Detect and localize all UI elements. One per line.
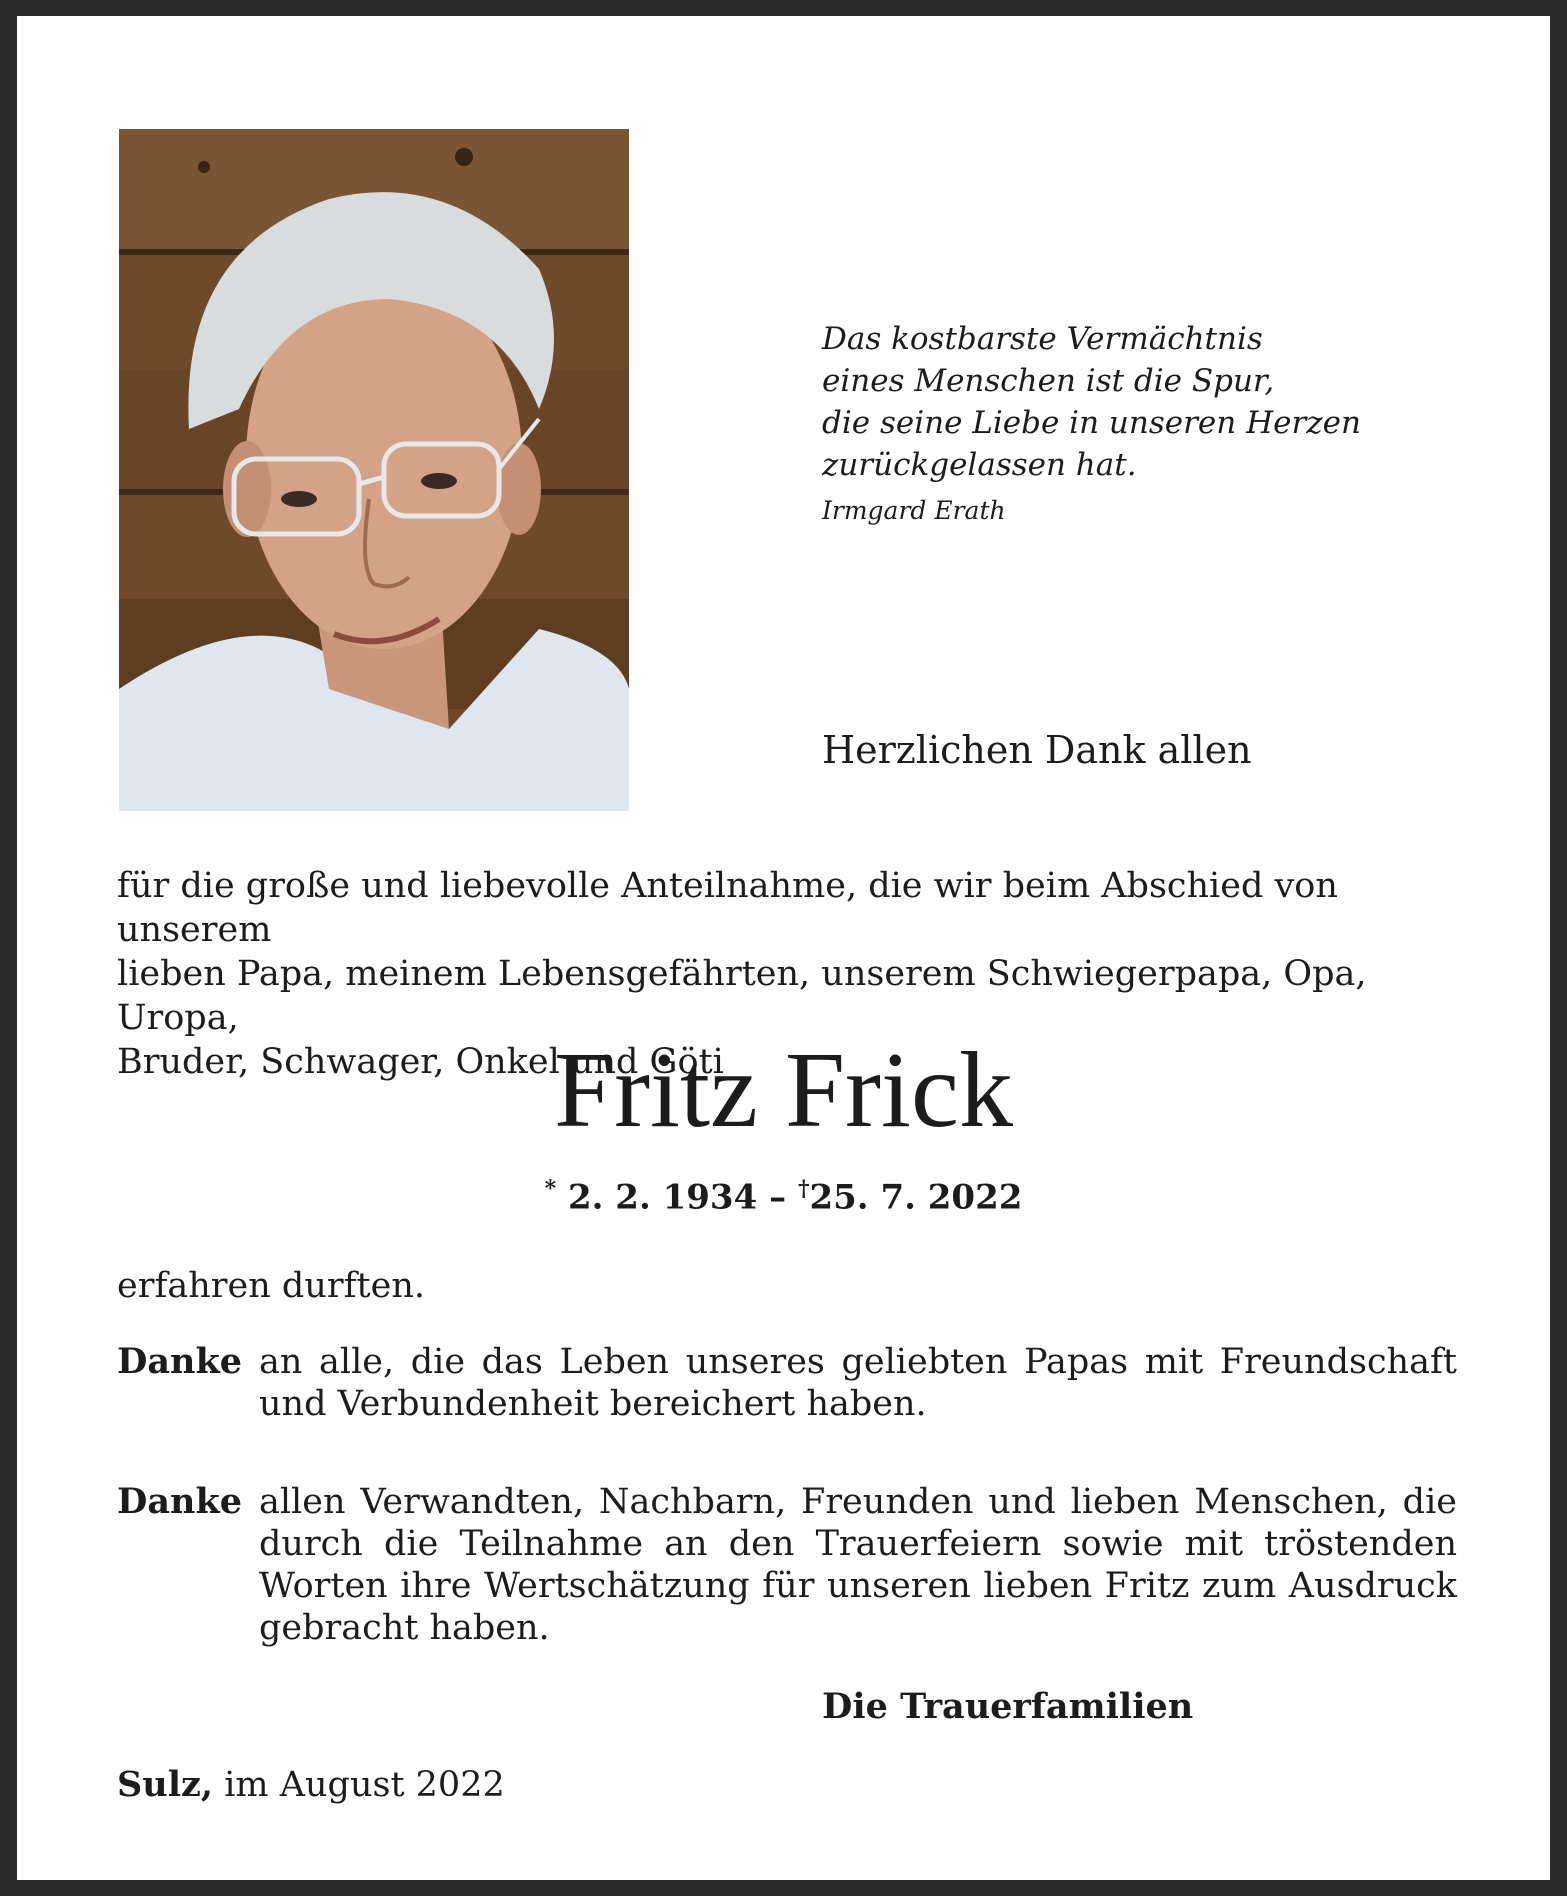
birth-date: 2. 2. 1934 xyxy=(567,1177,758,1218)
thanks-heading: Herzlichen Dank allen xyxy=(822,728,1252,772)
quote-line: zurückgelassen hat. xyxy=(822,447,1137,483)
birth-symbol: * xyxy=(544,1176,557,1202)
place-town: Sulz, xyxy=(117,1764,214,1805)
date-separator: – xyxy=(769,1177,787,1218)
life-dates xyxy=(17,1176,1550,1217)
place-date: im August 2022 xyxy=(224,1765,505,1805)
danke-paragraph xyxy=(117,1481,1457,1649)
danke-paragraph xyxy=(117,1341,1457,1425)
danke-label: Danke xyxy=(117,1341,242,1382)
danke-text: allen Verwandten, Nachbarn, Freunden und lieben Menschen, die durch die Teilnahme an den Trauerfeiern sowie mit tröstenden Worten ihre Wertschätzung für unseren lieben Fritz zum Ausdruck gebracht haben. xyxy=(259,1482,1457,1648)
portrait-photo xyxy=(119,129,629,811)
signature: Die Trauerfamilien xyxy=(822,1686,1194,1727)
death-symbol: † xyxy=(797,1176,810,1202)
deceased-name: Fritz Frick xyxy=(554,1031,1013,1150)
danke-label: Danke xyxy=(117,1481,242,1522)
memorial-quote xyxy=(822,318,1361,486)
closing-line: erfahren durften. xyxy=(117,1266,425,1306)
danke-text: an alle, die das Leben unseres geliebten Papas mit Freundschaft und Verbundenheit bereichert haben. xyxy=(259,1342,1457,1424)
quote-line: eines Menschen ist die Spur, xyxy=(822,363,1275,399)
intro-line: Bruder, Schwager, Onkel und Göti xyxy=(117,1042,724,1082)
intro-line: für die große und liebevolle Anteilnahme, die wir beim Abschied von unserem xyxy=(117,866,1338,950)
intro-line: lieben Papa, meinem Lebensgefährten, unserem Schwiegerpapa, Opa, Uropa, xyxy=(117,954,1367,1038)
obituary-card xyxy=(17,16,1550,1880)
portrait-illustration xyxy=(119,129,629,811)
death-date: 25. 7. 2022 xyxy=(809,1177,1023,1218)
quote-author: Irmgard Erath xyxy=(822,496,1006,525)
quote-line: die seine Liebe in unseren Herzen xyxy=(822,405,1361,441)
place-and-date xyxy=(117,1764,505,1805)
quote-line: Das kostbarste Vermächtnis xyxy=(822,321,1263,357)
